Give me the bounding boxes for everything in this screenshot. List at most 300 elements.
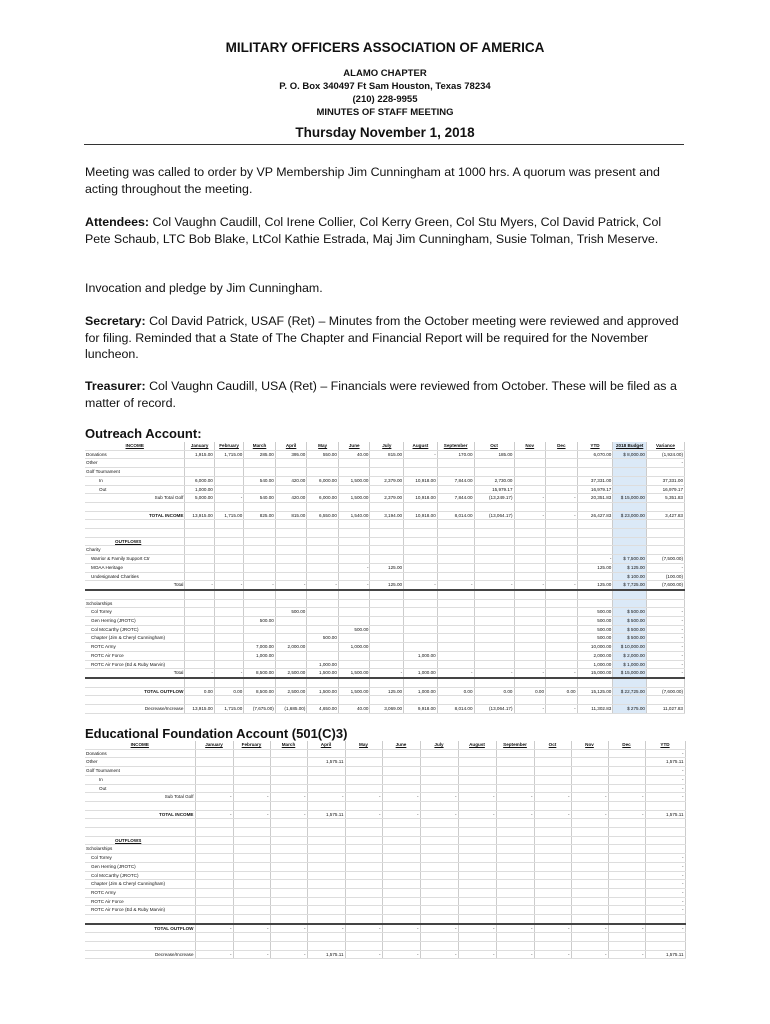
- treasurer-report: Col Vaughn Caudill, USA (Ret) – Financials were reviewed from October. These will be filed as a matter of record.: [85, 379, 677, 410]
- table-cell: [571, 862, 608, 871]
- table-cell: [345, 871, 382, 880]
- table-cell: [270, 854, 307, 863]
- table-cell: [233, 880, 270, 889]
- table-cell: -: [214, 669, 243, 678]
- table-cell: $ 7,725.00: [613, 581, 647, 590]
- table-cell: [307, 749, 345, 758]
- table-cell: [275, 660, 307, 669]
- table-cell: [608, 758, 645, 767]
- table-cell: [420, 915, 458, 924]
- table-cell: [345, 767, 382, 776]
- table-cell: [270, 915, 307, 924]
- treasurer-label: Treasurer:: [85, 379, 146, 393]
- row-label: Out: [85, 784, 195, 793]
- table-cell: 9,918.00: [404, 705, 438, 714]
- table-cell: [496, 819, 534, 828]
- table-cell: [233, 819, 270, 828]
- table-cell: [214, 625, 243, 634]
- table-cell: 420.00: [275, 494, 307, 503]
- table-cell: [496, 854, 534, 863]
- table-cell: -: [646, 669, 684, 678]
- table-cell: [338, 459, 370, 468]
- table-cell: [608, 784, 645, 793]
- table-cell: [645, 828, 685, 837]
- table-cell: 4,650.00: [307, 705, 339, 714]
- row-label: Sub Total Golf: [85, 793, 195, 802]
- table-cell: [195, 915, 233, 924]
- table-cell: [382, 801, 420, 810]
- table-cell: [571, 819, 608, 828]
- table-cell: [608, 915, 645, 924]
- table-cell: [534, 845, 571, 854]
- row-label: Col McCarthy (JROTC): [85, 871, 195, 880]
- table-cell: [437, 634, 474, 643]
- table-cell: [420, 880, 458, 889]
- table-cell: [345, 897, 382, 906]
- table-cell: [370, 660, 404, 669]
- table-cell: [458, 828, 496, 837]
- table-cell: [233, 828, 270, 837]
- table-cell: -: [546, 511, 578, 520]
- table-cell: [233, 758, 270, 767]
- table-cell: [270, 819, 307, 828]
- column-header: INCOME: [85, 741, 195, 749]
- table-cell: 125.00: [370, 563, 404, 572]
- table-cell: [571, 933, 608, 942]
- table-row: [85, 819, 685, 828]
- table-cell: 1,500.00: [338, 669, 370, 678]
- table-cell: [338, 546, 370, 555]
- table-cell: [195, 758, 233, 767]
- table-cell: [474, 599, 514, 608]
- table-cell: [420, 749, 458, 758]
- column-header: August: [404, 442, 438, 450]
- table-cell: [307, 897, 345, 906]
- table-cell: [233, 942, 270, 951]
- table-cell: [534, 836, 571, 845]
- table-cell: [345, 845, 382, 854]
- table-cell: [458, 942, 496, 951]
- table-cell: [534, 915, 571, 924]
- table-cell: [613, 485, 647, 494]
- table-row: [85, 643, 685, 652]
- table-cell: 500.00: [577, 608, 613, 617]
- table-cell: [608, 836, 645, 845]
- table-cell: 10,918.00: [404, 511, 438, 520]
- table-cell: $ 2,000.00: [613, 651, 647, 660]
- table-cell: -: [645, 775, 685, 784]
- table-row: [85, 651, 685, 660]
- table-cell: [233, 801, 270, 810]
- table-cell: [646, 520, 684, 529]
- table-cell: [307, 819, 345, 828]
- table-row: [85, 468, 685, 477]
- table-cell: -: [645, 924, 685, 933]
- column-header: Dec: [608, 741, 645, 749]
- table-cell: [185, 529, 214, 538]
- table-cell: [608, 854, 645, 863]
- table-cell: 11,027.83: [646, 705, 684, 714]
- table-cell: -: [646, 651, 684, 660]
- table-cell: -: [185, 581, 214, 590]
- table-cell: [270, 871, 307, 880]
- table-cell: [613, 520, 647, 529]
- table-cell: [437, 625, 474, 634]
- row-label: Golf Tournament: [85, 468, 185, 477]
- table-cell: 37,331.00: [577, 476, 613, 485]
- table-cell: [404, 608, 438, 617]
- table-row: [85, 862, 685, 871]
- table-cell: [404, 468, 438, 477]
- table-cell: [514, 520, 546, 529]
- table-cell: [185, 599, 214, 608]
- row-label: [85, 819, 195, 828]
- table-cell: [404, 502, 438, 511]
- table-row: [85, 555, 685, 564]
- table-row: [85, 950, 685, 959]
- table-cell: [338, 696, 370, 705]
- table-cell: [214, 563, 243, 572]
- table-row: [85, 705, 685, 714]
- table-cell: [270, 749, 307, 758]
- table-cell: [496, 897, 534, 906]
- table-cell: [195, 749, 233, 758]
- table-cell: [571, 906, 608, 915]
- row-label: MOAA Heritage: [85, 563, 185, 572]
- table-cell: 13,915.00: [185, 705, 214, 714]
- table-cell: [577, 537, 613, 546]
- table-cell: [514, 696, 546, 705]
- table-cell: [275, 485, 307, 494]
- table-cell: [345, 888, 382, 897]
- table-cell: [195, 845, 233, 854]
- table-cell: [244, 599, 276, 608]
- table-cell: 1,000.00: [404, 669, 438, 678]
- table-cell: -: [307, 924, 345, 933]
- row-label: Charity: [85, 546, 185, 555]
- table-cell: [437, 678, 474, 687]
- table-cell: [270, 758, 307, 767]
- table-cell: [233, 906, 270, 915]
- table-cell: [437, 468, 474, 477]
- table-cell: (13,064.17): [474, 511, 514, 520]
- table-cell: [514, 485, 546, 494]
- column-header: 2018 Budget: [613, 442, 647, 450]
- table-cell: 1,575.11: [307, 758, 345, 767]
- table-cell: [546, 634, 578, 643]
- table-cell: [514, 450, 546, 459]
- table-cell: [613, 459, 647, 468]
- table-cell: [608, 845, 645, 854]
- table-cell: [195, 775, 233, 784]
- table-row: [85, 494, 685, 503]
- table-cell: [307, 767, 345, 776]
- table-row: [85, 546, 685, 555]
- table-cell: 1,915.00: [185, 450, 214, 459]
- table-cell: [534, 801, 571, 810]
- row-label: Col Torrey: [85, 608, 185, 617]
- table-cell: [275, 696, 307, 705]
- table-cell: [546, 660, 578, 669]
- table-cell: [214, 529, 243, 538]
- table-cell: [270, 906, 307, 915]
- table-cell: $ 7,500.00: [613, 555, 647, 564]
- table-cell: [608, 933, 645, 942]
- table-cell: [370, 520, 404, 529]
- table-cell: [571, 784, 608, 793]
- table-cell: [496, 915, 534, 924]
- opening-paragraph: Meeting was called to order by VP Membership Jim Cunningham at 1000 hrs. A quorum was present and acting throughout the meeting.: [85, 165, 660, 196]
- table-cell: 20,351.83: [577, 494, 613, 503]
- table-cell: [646, 678, 684, 687]
- table-cell: [514, 634, 546, 643]
- table-cell: [370, 634, 404, 643]
- table-cell: [275, 651, 307, 660]
- table-cell: -: [514, 581, 546, 590]
- table-cell: [404, 590, 438, 599]
- table-cell: [534, 828, 571, 837]
- table-cell: -: [608, 793, 645, 802]
- table-cell: [270, 888, 307, 897]
- table-cell: $ 23,000.00: [613, 511, 647, 520]
- table-cell: 1,500.00: [338, 687, 370, 696]
- table-cell: [420, 836, 458, 845]
- table-cell: [577, 520, 613, 529]
- table-cell: [382, 784, 420, 793]
- table-cell: 815.00: [370, 450, 404, 459]
- table-cell: [474, 643, 514, 652]
- table-cell: [244, 696, 276, 705]
- table-cell: [338, 529, 370, 538]
- row-label: ROTC Army: [85, 888, 195, 897]
- table-cell: [404, 520, 438, 529]
- table-cell: [437, 502, 474, 511]
- table-cell: [338, 555, 370, 564]
- table-cell: [646, 537, 684, 546]
- table-cell: [437, 608, 474, 617]
- table-cell: 500.00: [577, 617, 613, 626]
- table-cell: [458, 819, 496, 828]
- table-cell: 7,844.00: [437, 494, 474, 503]
- table-cell: [307, 845, 345, 854]
- table-cell: [275, 468, 307, 477]
- table-cell: [214, 617, 243, 626]
- table-cell: [214, 468, 243, 477]
- table-cell: [496, 749, 534, 758]
- table-cell: [458, 784, 496, 793]
- table-cell: -: [645, 749, 685, 758]
- table-cell: [370, 572, 404, 581]
- row-label: TOTAL INCOME: [85, 511, 185, 520]
- table-cell: 1,575.11: [307, 810, 345, 819]
- table-cell: [546, 678, 578, 687]
- table-cell: [275, 590, 307, 599]
- table-cell: 5,351.83: [646, 494, 684, 503]
- chapter-name: ALAMO CHAPTER: [343, 68, 427, 79]
- table-cell: -: [370, 669, 404, 678]
- table-cell: [577, 459, 613, 468]
- table-cell: [345, 915, 382, 924]
- table-cell: (7,675.00): [244, 705, 276, 714]
- table-cell: [646, 468, 684, 477]
- table-cell: [437, 643, 474, 652]
- table-cell: [645, 819, 685, 828]
- row-label: Decrease/Increase: [85, 705, 185, 714]
- row-label: [85, 529, 185, 538]
- table-cell: [571, 845, 608, 854]
- table-cell: [474, 651, 514, 660]
- table-cell: [608, 862, 645, 871]
- table-cell: 1,500.00: [307, 687, 339, 696]
- table-cell: 1,575.11: [645, 758, 685, 767]
- table-cell: 40.00: [338, 450, 370, 459]
- table-cell: [270, 933, 307, 942]
- column-header: Oct: [534, 741, 571, 749]
- invocation-paragraph: Invocation and pledge by Jim Cunningham.: [85, 281, 323, 295]
- column-header: April: [275, 442, 307, 450]
- document-type: MINUTES OF STAFF MEETING: [316, 107, 454, 118]
- table-cell: 2,000.00: [275, 643, 307, 652]
- table-cell: [185, 459, 214, 468]
- table-cell: [275, 599, 307, 608]
- table-cell: [514, 459, 546, 468]
- table-cell: [420, 888, 458, 897]
- table-cell: [214, 485, 243, 494]
- table-cell: -: [195, 810, 233, 819]
- row-label: TOTAL INCOME: [85, 810, 195, 819]
- table-cell: 6,070.00: [577, 450, 613, 459]
- table-cell: -: [534, 810, 571, 819]
- column-header: February: [214, 442, 243, 450]
- table-cell: [514, 546, 546, 555]
- table-cell: [571, 828, 608, 837]
- table-cell: 1,715.00: [214, 705, 243, 714]
- table-cell: [370, 608, 404, 617]
- column-header: Oct: [474, 442, 514, 450]
- table-cell: 2,730.00: [474, 476, 514, 485]
- table-cell: 815.00: [275, 511, 307, 520]
- table-cell: 170.00: [437, 450, 474, 459]
- table-cell: [307, 572, 339, 581]
- table-cell: 125.00: [370, 687, 404, 696]
- row-label: TOTAL OUTFLOW: [85, 924, 195, 933]
- table-cell: [608, 801, 645, 810]
- table-cell: 2,379.00: [370, 476, 404, 485]
- table-cell: [514, 529, 546, 538]
- table-cell: [244, 502, 276, 511]
- table-cell: [338, 608, 370, 617]
- table-cell: 0.00: [514, 687, 546, 696]
- table-cell: [382, 819, 420, 828]
- table-cell: [437, 563, 474, 572]
- header-row: [85, 442, 685, 450]
- table-cell: -: [270, 810, 307, 819]
- table-row: [85, 625, 685, 634]
- table-cell: -: [646, 459, 684, 468]
- table-cell: -: [571, 924, 608, 933]
- table-cell: 2,000.00: [577, 651, 613, 660]
- table-cell: [496, 880, 534, 889]
- table-cell: [338, 590, 370, 599]
- column-header: March: [244, 442, 276, 450]
- table-cell: [370, 529, 404, 538]
- table-cell: [307, 625, 339, 634]
- row-label: Gen Herring (JROTC): [85, 862, 195, 871]
- table-cell: [577, 502, 613, 511]
- table-cell: 10,918.00: [404, 494, 438, 503]
- table-cell: [214, 572, 243, 581]
- table-cell: [546, 572, 578, 581]
- table-cell: [382, 897, 420, 906]
- table-cell: [514, 502, 546, 511]
- table-cell: [474, 678, 514, 687]
- table-cell: [214, 546, 243, 555]
- table-cell: [613, 590, 647, 599]
- table-cell: 8,500.00: [244, 669, 276, 678]
- table-cell: [437, 572, 474, 581]
- table-cell: [496, 784, 534, 793]
- table-cell: [474, 617, 514, 626]
- table-row: [85, 906, 685, 915]
- table-cell: [608, 906, 645, 915]
- table-cell: [214, 502, 243, 511]
- row-label: In: [85, 476, 185, 485]
- outreach-account-table: [85, 442, 685, 714]
- table-cell: -: [496, 810, 534, 819]
- table-cell: -: [345, 810, 382, 819]
- table-cell: 6,000.00: [307, 494, 339, 503]
- table-cell: [420, 871, 458, 880]
- column-header: July: [370, 442, 404, 450]
- table-cell: 0.00: [546, 687, 578, 696]
- header-row: [85, 741, 685, 749]
- table-cell: [404, 572, 438, 581]
- table-cell: [404, 696, 438, 705]
- table-cell: -: [646, 617, 684, 626]
- table-cell: [345, 775, 382, 784]
- row-label: [85, 590, 185, 599]
- table-cell: [185, 520, 214, 529]
- table-cell: [382, 749, 420, 758]
- table-cell: [514, 468, 546, 477]
- table-cell: -: [458, 924, 496, 933]
- table-cell: [577, 590, 613, 599]
- table-row: [85, 599, 685, 608]
- table-cell: [270, 942, 307, 951]
- table-cell: -: [571, 793, 608, 802]
- table-cell: [546, 696, 578, 705]
- table-cell: [458, 845, 496, 854]
- table-cell: [496, 758, 534, 767]
- table-cell: [514, 608, 546, 617]
- table-cell: [195, 897, 233, 906]
- table-cell: [546, 625, 578, 634]
- org-title: MILITARY OFFICERS ASSOCIATION OF AMERICA: [225, 40, 545, 55]
- chapter-phone: (210) 228-9955: [352, 94, 418, 105]
- table-cell: [546, 546, 578, 555]
- row-label: Decrease/Increase: [85, 950, 195, 959]
- outreach-title: Outreach Account:: [85, 426, 202, 441]
- table-cell: [546, 476, 578, 485]
- column-header: May: [345, 741, 382, 749]
- table-cell: [546, 563, 578, 572]
- table-cell: [275, 678, 307, 687]
- table-cell: [534, 942, 571, 951]
- table-cell: [307, 599, 339, 608]
- table-cell: [370, 617, 404, 626]
- table-cell: [382, 775, 420, 784]
- table-row: [85, 450, 685, 459]
